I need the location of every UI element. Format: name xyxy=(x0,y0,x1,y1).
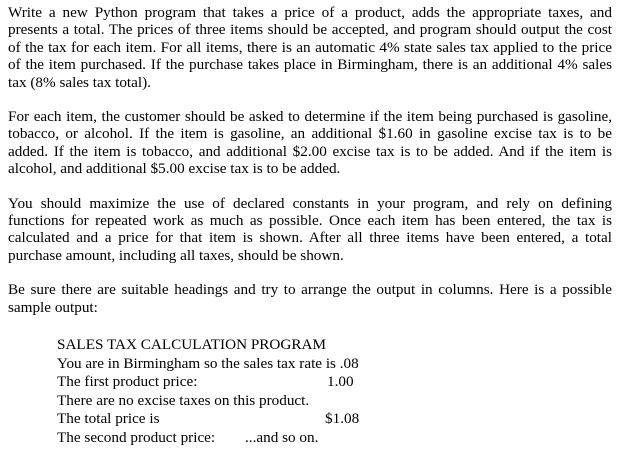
sample-location-line xyxy=(57,355,417,374)
sample-no-excise-text: There are no excise taxes on this product. xyxy=(57,391,310,409)
sample-location-text: You are in Birmingham so the sales tax rate is .08 xyxy=(57,354,359,372)
sample-continuation: ...and so on. xyxy=(245,428,319,446)
paragraph-output-format: Be sure there are suitable headings and try to arrange the output in columns. Here is a possible sample output: xyxy=(8,281,612,316)
assignment-document xyxy=(8,4,612,333)
paragraph-intro: Write a new Python program that takes a price of a product, adds the appropriate taxes, and presents a total. The prices of three items should be accepted, and program should output the cost of the tax for each item. For all items, there is an automatic 4% state sales tax applied to the price of the item purchased. If the purchase takes place in Birmingham, there is an additional 4% sales tax (8% sales tax total). xyxy=(8,4,612,91)
sample-no-excise-line xyxy=(57,392,417,411)
sample-first-price-value: 1.00 xyxy=(327,373,354,391)
paragraph-excise-taxes: For each item, the customer should be asked to determine if the item being purchased is gasoline, tobacco, or alcohol. If the item is gasoline, an additional $1.60 in gasoline excise tax is to be added. If the item is tobacco, and additional $2.00 excise tax is to be added. And if the item is alcohol, and additional $5.00 excise tax is to be added. xyxy=(8,108,612,178)
sample-total-value: $1.08 xyxy=(325,410,360,428)
sample-output xyxy=(57,336,417,448)
sample-first-price-label: The first product price: xyxy=(57,373,198,391)
sample-total-line xyxy=(57,410,417,429)
sample-heading xyxy=(57,336,417,355)
sample-heading-text: SALES TAX CALCULATION PROGRAM xyxy=(57,336,326,353)
sample-second-price-line xyxy=(57,429,417,448)
sample-second-price-label: The second product price: xyxy=(57,428,216,446)
sample-total-label: The total price is xyxy=(57,410,160,428)
sample-first-price-line xyxy=(57,373,417,392)
paragraph-constants-functions: You should maximize the use of declared constants in your program, and rely on defining functions for repeated work as much as possible. Once each item has been entered, the tax is calculated and a price for that item is shown. After all three items have been entered, a total purchase amount, including all taxes, should be shown. xyxy=(8,194,612,264)
